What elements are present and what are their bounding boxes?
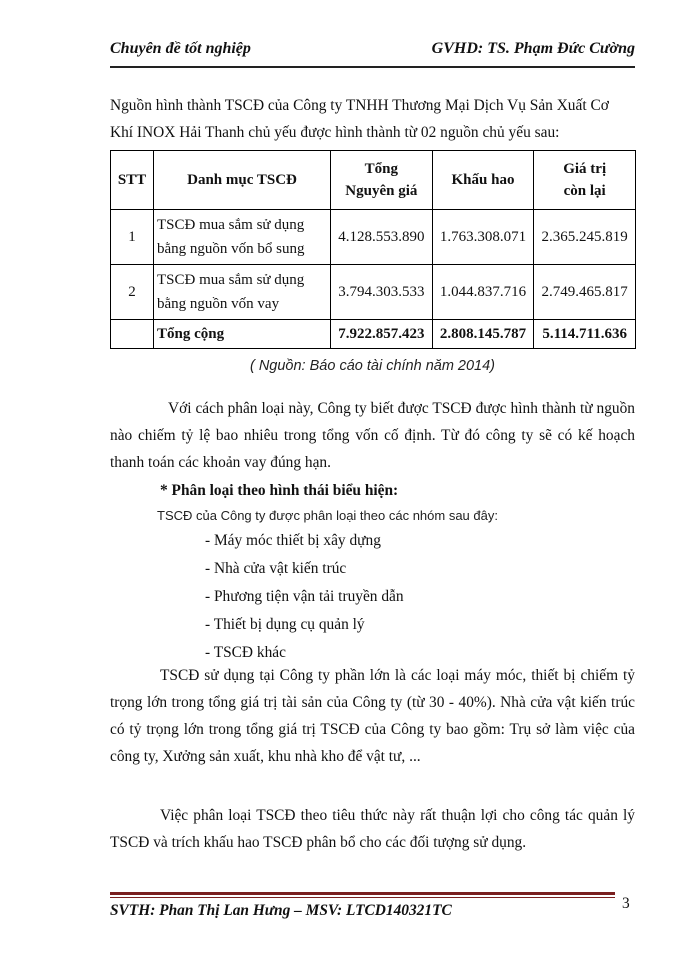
paragraph-management: Việc phân loại TSCĐ theo tiêu thức này rất thuận lợi cho công tác quản lý TSCĐ và trích khấu hao TSCĐ phân bổ cho các đối tượng sử dụng. [110, 807, 635, 851]
header-total-cost [331, 151, 433, 210]
header-total-line2: Nguyên giá [345, 183, 418, 199]
list-item: - Máy móc thiết bị xây dựng [205, 532, 381, 549]
total-depreciation-sum: 2.808.145.787 [432, 320, 534, 349]
header-stt: STT [111, 151, 154, 210]
list-item: - TSCĐ khác [205, 644, 286, 661]
intro-paragraph: Nguồn hình thành TSCĐ của Công ty TNHH Thương Mại Dịch Vụ Sản Xuất Cơ Khí INOX Hải Thanh chủ yếu được hình thành từ 02 nguồn chủ yếu sau: [110, 97, 609, 141]
total-cost-sum: 7.922.857.423 [331, 320, 433, 349]
section-heading: * Phân loại theo hình thái biểu hiện: [160, 482, 399, 499]
header-category: Danh mục TSCĐ [154, 151, 331, 210]
header-remaining-value [534, 151, 636, 210]
table-header-row [111, 151, 636, 210]
cell-stt-empty [111, 320, 154, 349]
header-total-line1: Tổng [364, 161, 398, 177]
footer-student-info: SVTH: Phan Thị Lan Hưng – MSV: LTCD140321TC [110, 902, 452, 919]
header-depreciation: Khấu hao [432, 151, 534, 210]
header-remaining-line1: Giá trị [563, 161, 607, 177]
page-number: 3 [622, 895, 630, 912]
cell-stt: 1 [111, 210, 154, 265]
asset-category-list [205, 527, 404, 667]
cell-category: TSCĐ mua sắm sử dụng bằng nguồn vốn vay [154, 265, 331, 320]
header-remaining-line2: còn lại [563, 183, 606, 199]
groups-intro: TSCĐ của Công ty được phân loại theo các nhóm sau đây: [157, 508, 498, 523]
cell-depreciation: 1.763.308.071 [432, 210, 534, 265]
cell-category: TSCĐ mua sắm sử dụng bằng nguồn vốn bổ sung [154, 210, 331, 265]
cell-depreciation: 1.044.837.716 [432, 265, 534, 320]
cell-total-cost: 4.128.553.890 [331, 210, 433, 265]
page-header [110, 38, 635, 64]
table-source-note: ( Nguồn: Báo cáo tài chính năm 2014) [249, 358, 496, 374]
list-item: - Thiết bị dụng cụ quản lý [205, 616, 365, 633]
list-item: - Nhà cửa vật kiến trúc [205, 560, 347, 577]
total-label: Tổng cộng [154, 320, 331, 349]
paragraph-classification-benefit: Với cách phân loại này, Công ty biết được TSCĐ được hình thành từ nguồn nào chiếm tỷ lệ bao nhiêu trong tổng vốn cố định. Từ đó công ty sẽ có kế hoạch thanh toán các khoản vay đúng hạn. [110, 400, 635, 471]
list-item: - Phương tiện vận tải truyền dẫn [205, 588, 404, 605]
table-row [111, 265, 636, 320]
footer-divider-thin [110, 897, 615, 898]
header-thesis-title: Chuyên đề tốt nghiệp [110, 40, 251, 57]
asset-source-table [110, 150, 636, 349]
header-supervisor: GVHD: TS. Phạm Đức Cường [431, 40, 635, 57]
total-remaining-sum: 5.114.711.636 [534, 320, 636, 349]
cell-total-cost: 3.794.303.533 [331, 265, 433, 320]
table-row [111, 210, 636, 265]
cell-remaining-value: 2.365.245.819 [534, 210, 636, 265]
header-divider [110, 66, 635, 68]
table-total-row [111, 320, 636, 349]
cell-stt: 2 [111, 265, 154, 320]
paragraph-asset-usage: TSCĐ sử dụng tại Công ty phần lớn là các loại máy móc, thiết bị chiếm tỷ trọng lớn trong tổng giá trị tài sản của Công ty (từ 30 - 40%). Nhà cửa vật kiến trúc có tỷ trọng lớn trong tổng giá trị TSCĐ của Công ty bao gồm: Trụ sở làm việc của công ty, Xưởng sản xuất, khu nhà kho để vật tư, ... [110, 667, 635, 765]
footer-divider [110, 892, 615, 895]
cell-remaining-value: 2.749.465.817 [534, 265, 636, 320]
